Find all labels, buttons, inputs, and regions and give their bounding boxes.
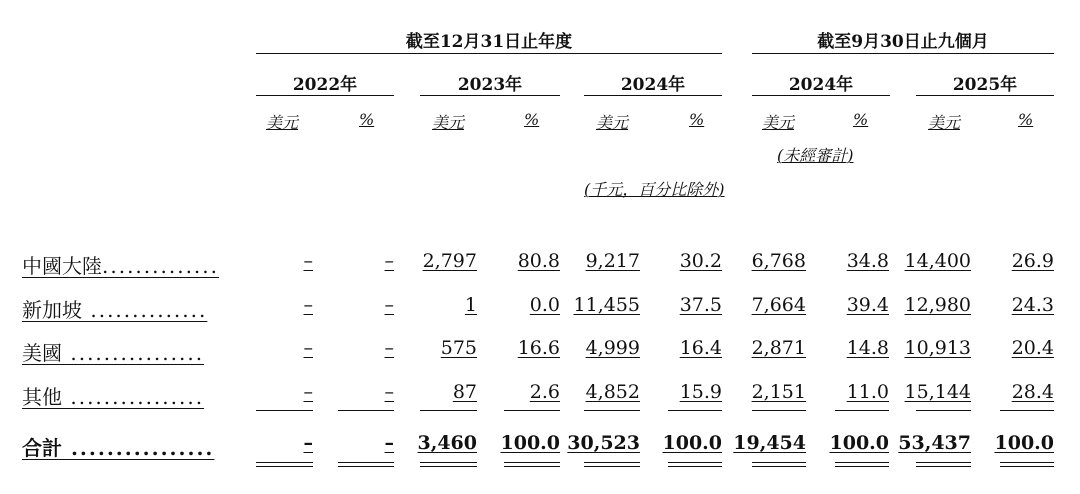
table-cell: 9,217 [585,250,640,272]
table-cell: 10,913 [904,337,971,359]
total-double-rule [835,462,889,467]
table-cell: – [303,250,313,272]
table-cell: 34.8 [846,250,889,272]
row-label-dots: ................ [62,385,205,409]
subtotal-rule [504,410,560,411]
table-cell: 26.9 [1011,250,1054,272]
group-header-rule [256,53,722,54]
table-cell: – [303,294,313,316]
pct-header: % [359,110,375,129]
year-header: 2022年 [292,75,358,95]
total-double-rule [1000,462,1054,467]
subtotal-rule [752,410,806,411]
year-header: 2024年 [620,75,686,95]
row-label-dots: ................ [62,436,215,460]
total-double-rule [752,462,806,467]
pct-header: % [853,110,869,129]
table-cell: 4,852 [585,381,640,403]
usd-header: 美元 [432,113,465,132]
subtotal-rule [668,410,722,411]
unaudited-note: (未經審計) [777,146,854,165]
total-cell: 53,437 [898,432,971,454]
row-label-dots: .............. [102,254,220,278]
row-label-text: 其他 [22,385,62,409]
total-double-rule [338,462,394,467]
group-header-rule [752,53,1054,54]
table-cell: – [303,381,313,403]
table-cell: 6,768 [751,250,806,272]
table-cell: 2.6 [529,381,560,403]
row-label-text: 新加坡 [22,298,82,322]
year-rule [256,95,394,96]
table-cell: 37.5 [679,294,722,316]
table-cell: 4,999 [585,337,640,359]
subtotal-rule [420,410,477,411]
table-cell: 15.9 [679,381,722,403]
usd-header: 美元 [762,113,795,132]
total-double-rule [420,462,477,467]
year-rule [584,95,722,96]
row-label-text: 美國 [22,341,62,365]
usd-header: 美元 [596,113,629,132]
usd-header: 美元 [266,113,299,132]
total-cell: – [384,432,394,454]
table-cell: 16.4 [679,337,722,359]
row-label [22,337,204,366]
row-label-dots: ................ [62,341,205,365]
table-cell: – [303,337,313,359]
total-cell: – [303,432,313,454]
table-cell: 7,664 [751,294,806,316]
subtotal-rule [256,410,313,411]
table-cell: – [384,381,394,403]
table-cell: 87 [452,381,477,403]
row-label-text: 中國大陸 [22,254,102,278]
table-cell: 39.4 [846,294,889,316]
table-cell: 80.8 [517,250,560,272]
table-cell: 16.6 [517,337,560,359]
total-double-rule [668,462,722,467]
row-label-text: 合計 [22,436,62,460]
pct-header: % [524,110,540,129]
table-cell: 28.4 [1011,381,1054,403]
row-label [22,432,214,461]
table-cell: 12,980 [904,294,971,316]
table-cell: 0.0 [529,294,560,316]
total-double-rule [916,462,971,467]
table-cell: 24.3 [1011,294,1054,316]
table-cell: 2,871 [751,337,806,359]
row-label-dots: .............. [82,298,208,322]
total-double-rule [504,462,560,467]
table-cell: 575 [440,337,477,359]
pct-header: % [689,110,705,129]
table-cell: – [384,294,394,316]
year-rule [752,95,890,96]
year-header: 2025年 [952,75,1018,95]
usd-header: 美元 [928,113,961,132]
row-label [22,294,207,323]
table-cell: – [384,337,394,359]
table-cell: 30.2 [679,250,722,272]
table-cell: 2,797 [422,250,477,272]
subtotal-rule [584,410,640,411]
group-header-fiscal-year: 截至12月31日止年度 [405,32,573,52]
table-cell: 11,455 [573,294,640,316]
table-cell: 1 [464,294,477,316]
table-cell: 14,400 [904,250,971,272]
total-cell: 19,454 [733,432,806,454]
table-cell: 20.4 [1011,337,1054,359]
total-double-rule [584,462,640,467]
subtotal-rule [916,410,971,411]
total-cell: 30,523 [567,432,640,454]
total-cell: 100.0 [994,432,1054,454]
table-cell: 15,144 [904,381,971,403]
table-cell: 2,151 [751,381,806,403]
subtotal-rule [1000,410,1054,411]
year-rule [916,95,1054,96]
total-cell: 3,460 [417,432,477,454]
year-header: 2024年 [788,75,854,95]
table-cell: – [384,250,394,272]
row-label [22,381,204,410]
year-header: 2023年 [457,75,523,95]
subtotal-rule [338,410,394,411]
total-cell: 100.0 [662,432,722,454]
unit-note: (千元，百分比除外) [584,180,725,199]
total-cell: 100.0 [500,432,560,454]
pct-header: % [1018,110,1034,129]
total-double-rule [256,462,313,467]
group-header-nine-months: 截至9月30日止九個月 [817,32,989,52]
row-label [22,250,219,279]
subtotal-rule [835,410,889,411]
total-cell: 100.0 [829,432,889,454]
table-cell: 14.8 [846,337,889,359]
year-rule [420,95,560,96]
table-cell: 11.0 [846,381,889,403]
